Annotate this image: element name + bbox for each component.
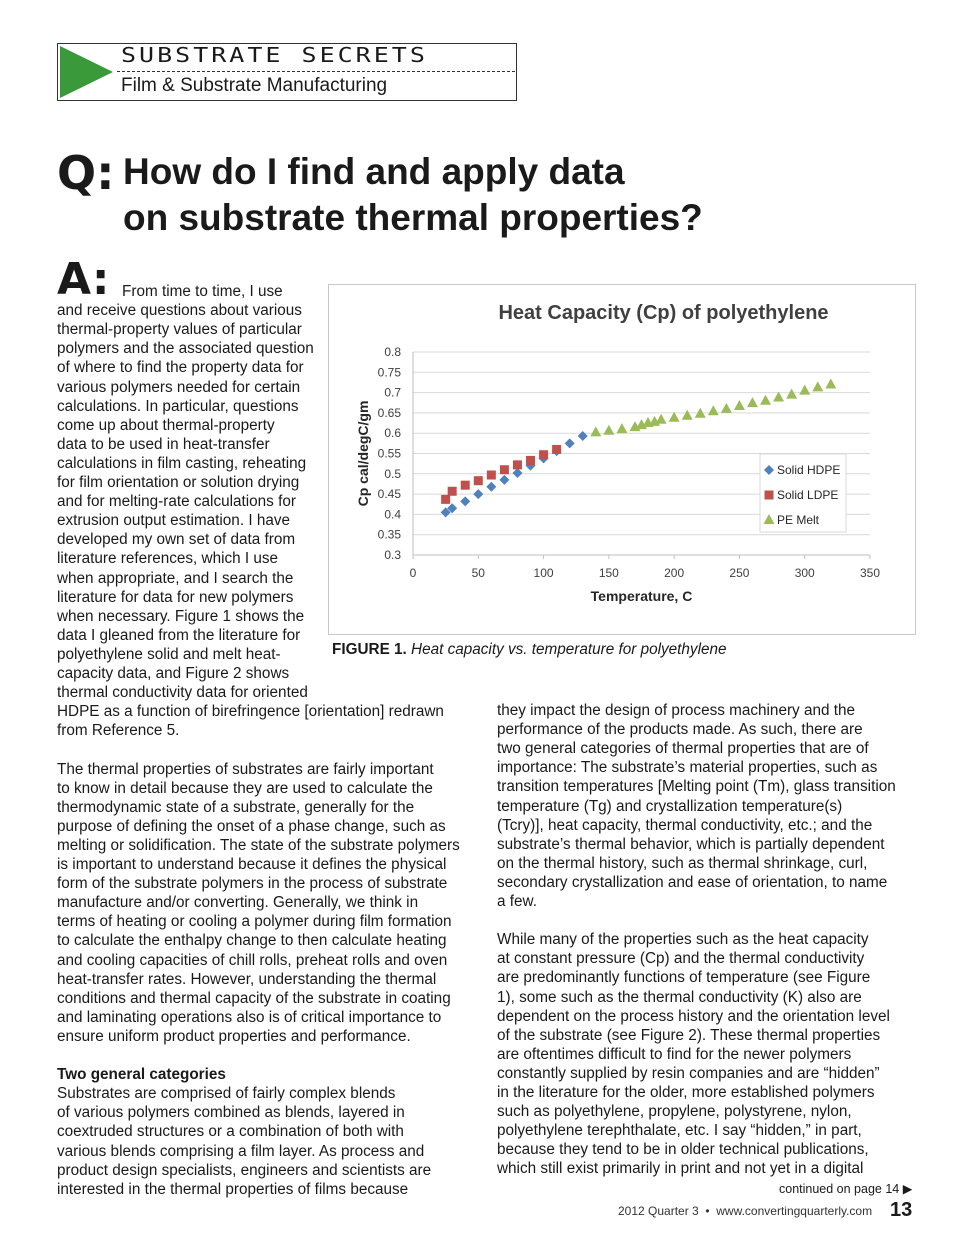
legend-label: Solid LDPE (777, 488, 839, 502)
question-letter: Q: (57, 146, 115, 200)
text-line: While many of the properties such as the heat capacity (497, 931, 869, 949)
text-line: of where to find the property data for (57, 359, 304, 377)
text-line: for film orientation or solution drying (57, 474, 300, 491)
heat-capacity-chart (328, 284, 916, 635)
text-line: melting or solidification. The state of the substrate polymers (57, 836, 460, 854)
figure-caption-text: Heat capacity vs. temperature for polyethylene (411, 641, 727, 658)
text-line: terms of heating or cooling a polymer during film formation (57, 913, 452, 931)
y-tick-label: 0.7 (384, 385, 401, 400)
text-line: two general categories of thermal properties that are of (497, 740, 869, 758)
text-line: From time to time, I use (122, 283, 283, 300)
solid-hdpe-point (460, 496, 470, 506)
x-tick-label: 300 (794, 566, 815, 580)
text-line: 1), some such as the thermal conductivity (K) also are (497, 988, 862, 1006)
pe-melt-point (590, 426, 601, 436)
text-line: come up about thermal-property (57, 416, 275, 434)
arrow-right-icon: ▶ (902, 1182, 913, 1196)
text-line: purpose of defining the onset of a phase change, such as (57, 817, 446, 835)
issue-label: 2012 Quarter 3 (618, 1204, 699, 1218)
solid-ldpe-point (539, 450, 548, 459)
y-tick-label: 0.45 (377, 487, 401, 502)
y-tick-label: 0.65 (377, 405, 401, 420)
banner-divider (117, 71, 515, 72)
text-line: data to be used in heat-transfer (57, 435, 270, 453)
text-line: and receive questions about various (57, 302, 302, 320)
text-line: are oftentimes difficult to find for the newer polymers (497, 1045, 852, 1063)
text-line: product design specialists, engineers and scientists are (57, 1161, 432, 1179)
text-line: polyethylene terephthalate, etc. I say “hidden,” in part, (497, 1122, 862, 1140)
x-tick-label: 50 (471, 566, 485, 580)
pe-melt-point (825, 378, 836, 388)
solid-hdpe-point (578, 431, 588, 441)
text-line: from Reference 5. (57, 722, 180, 740)
pe-melt-point (760, 395, 771, 405)
question-line: on substrate thermal properties? (123, 197, 703, 238)
x-tick-label: 100 (533, 566, 554, 580)
text-line: (Tcry)], heat capacity, thermal conductivity, etc.; and the (497, 816, 873, 834)
question-line: How do I find and apply data (123, 151, 625, 192)
figure-caption-label: FIGURE 1. (332, 641, 407, 658)
solid-ldpe-point (552, 445, 561, 454)
text-line: literature references, which I use (57, 550, 279, 568)
text-line: calculations in film casting, reheating (57, 454, 307, 472)
text-line: interested in the thermal properties of films because (57, 1180, 409, 1198)
text-line: thermodynamic state of a substrate, generally for the (57, 798, 415, 816)
text-line: such as polyethylene, propylene, polystyrene, nylon, (497, 1103, 852, 1121)
text-line: form of the substrate polymers in the process of substrate (57, 875, 448, 893)
text-line: are predominantly functions of temperature (see Figure (497, 969, 871, 987)
text-line: at constant pressure (Cp) and the thermal conductivity (497, 950, 865, 968)
text-line: of the substrate (see Figure 2). These thermal properties (497, 1026, 881, 1044)
text-line: The thermal properties of substrates are fairly important (57, 760, 434, 778)
solid-ldpe-point (441, 495, 450, 504)
solid-hdpe-point (486, 482, 496, 492)
text-line: to calculate the enthalpy change to then calculate heating (57, 932, 447, 950)
text-line: when appropriate, and I search the (57, 569, 294, 587)
text-line: calculations. In particular, questions (57, 397, 299, 415)
section-subtitle: Film & Substrate Manufacturing (121, 75, 388, 96)
text-line: extrusion output estimation. I have (57, 512, 290, 530)
pe-melt-point (616, 423, 627, 433)
pe-melt-point (786, 389, 797, 399)
text-line: various blends comprising a film layer. As process and (57, 1142, 425, 1160)
solid-hdpe-point (512, 468, 522, 478)
section-title: SUBSTRATE SECRETS (121, 43, 428, 67)
text-line: substrate’s thermal behavior, which is partially dependent (497, 835, 885, 853)
solid-ldpe-point (461, 481, 470, 490)
solid-hdpe-point (565, 438, 575, 448)
figure-caption (332, 640, 727, 659)
subheading: Two general categories (57, 1066, 226, 1084)
text-line: various polymers needed for certain (57, 378, 301, 396)
text-line: because they tend to be in older technical publications, (497, 1141, 869, 1159)
text-line: transition temperatures [Melting point (Tm), glass transition (497, 778, 896, 796)
text-line: Substrates are comprised of fairly complex blends (57, 1085, 396, 1103)
text-line: and cooling capacities of chill rolls, preheat rolls and oven (57, 951, 448, 969)
solid-ldpe-point (513, 460, 522, 469)
text-line: capacity data, and Figure 2 shows (57, 665, 290, 682)
legend-label: Solid HDPE (777, 463, 841, 477)
text-line: data I gleaned from the literature for (57, 626, 301, 644)
text-line: dependent on the process history and the orientation level (497, 1007, 890, 1025)
solid-hdpe-point (499, 475, 509, 485)
solid-ldpe-point (500, 465, 509, 474)
text-line: and for melting-rate calculations for (57, 493, 296, 511)
solid-ldpe-point (487, 471, 496, 480)
chart-title: Heat Capacity (Cp) of polyethylene (498, 302, 829, 324)
pe-melt-point (799, 385, 810, 395)
text-line: they impact the design of process machinery and the (497, 702, 855, 719)
y-tick-label: 0.5 (384, 466, 401, 481)
text-line: a few. (497, 893, 537, 910)
text-line: secondary crystallization and ease of orientation, to name (497, 873, 888, 891)
y-tick-label: 0.75 (377, 365, 401, 380)
text-line: and laminating operations also is of critical importance to (57, 1008, 442, 1026)
text-line: ensure uniform product properties and performance. (57, 1027, 411, 1045)
solid-ldpe-point (526, 456, 535, 465)
solid-ldpe-point (474, 476, 483, 485)
text-line: performance of the products made. As such, there are (497, 721, 863, 739)
text-line: in the literature for the older, more established polymers (497, 1084, 875, 1101)
y-tick-label: 0.3 (384, 548, 401, 562)
y-tick-label: 0.55 (377, 446, 401, 461)
x-tick-label: 200 (664, 566, 685, 580)
text-line: polyethylene solid and melt heat- (57, 645, 281, 663)
text-line: constantly supplied by resin companies and are “hidden” (497, 1064, 880, 1082)
continued-link[interactable] (779, 1181, 912, 1197)
play-arrow-icon (58, 44, 115, 100)
y-tick-label: 0.6 (384, 426, 401, 441)
x-tick-label: 150 (598, 566, 619, 580)
y-tick-label: 0.4 (384, 507, 401, 522)
x-tick-label: 350 (859, 566, 881, 580)
pe-melt-point (603, 425, 614, 435)
text-line: thermal conductivity data for oriented (57, 684, 308, 702)
separator-bullet: • (705, 1204, 710, 1218)
text-line: of various polymers combined as blends, layered in (57, 1104, 405, 1122)
legend-label: PE Melt (777, 513, 820, 527)
continued-text: continued on page 14 (779, 1182, 900, 1196)
page-number: 13 (890, 1199, 913, 1221)
y-tick-label: 0.35 (377, 527, 401, 542)
text-line: on the thermal history, such as thermal shrinkage, curl, (497, 854, 868, 872)
text-line: coextruded structures or a combination of both with (57, 1123, 404, 1141)
pe-melt-point (734, 400, 745, 410)
text-line: thermal-property values of particular (57, 321, 302, 339)
pe-melt-point (721, 403, 732, 413)
website-link[interactable]: www.convertingquarterly.com (716, 1204, 873, 1218)
x-tick-label: 0 (409, 566, 417, 580)
text-line: conditions and thermal capacity of the substrate in coating (57, 989, 451, 1007)
text-line: importance: The substrate’s material properties, such as (497, 759, 878, 777)
pe-melt-point (656, 414, 667, 424)
text-line: which still exist primarily in print and not yet in a digital (497, 1160, 864, 1178)
pe-melt-point (747, 397, 758, 407)
text-line: when necessary. Figure 1 shows the (57, 607, 305, 625)
answer-letter: A: (57, 254, 110, 305)
text-line: developed my own set of data from (57, 531, 296, 549)
text-line: polymers and the associated question (57, 340, 314, 358)
solid-ldpe-point (448, 487, 457, 496)
solid-hdpe-point (473, 489, 483, 499)
y-axis-label: Cp cal/degC/gm (355, 400, 371, 507)
legend-marker (765, 491, 774, 500)
text-line: heat-transfer rates. However, understanding the thermal (57, 970, 437, 988)
text-line: manufacture and/or converting. Generally, we think in (57, 894, 419, 912)
text-line: is important to understand because it defines the physical (57, 856, 447, 873)
text-line: HDPE as a function of birefringence [orientation] redrawn (57, 703, 444, 721)
text-line: to know in detail because they are used to calculate the (57, 779, 433, 797)
text-line: literature for data for new polymers (57, 588, 294, 606)
pe-melt-point (682, 410, 693, 420)
y-tick-label: 0.8 (384, 345, 401, 359)
x-axis-label: Temperature, C (590, 588, 693, 604)
x-tick-label: 250 (729, 566, 750, 580)
text-line: temperature (Tg) and crystallization temperature(s) (497, 797, 843, 815)
footer-info (618, 1203, 872, 1219)
pe-melt-point (708, 405, 719, 415)
pe-melt-point (812, 381, 823, 391)
